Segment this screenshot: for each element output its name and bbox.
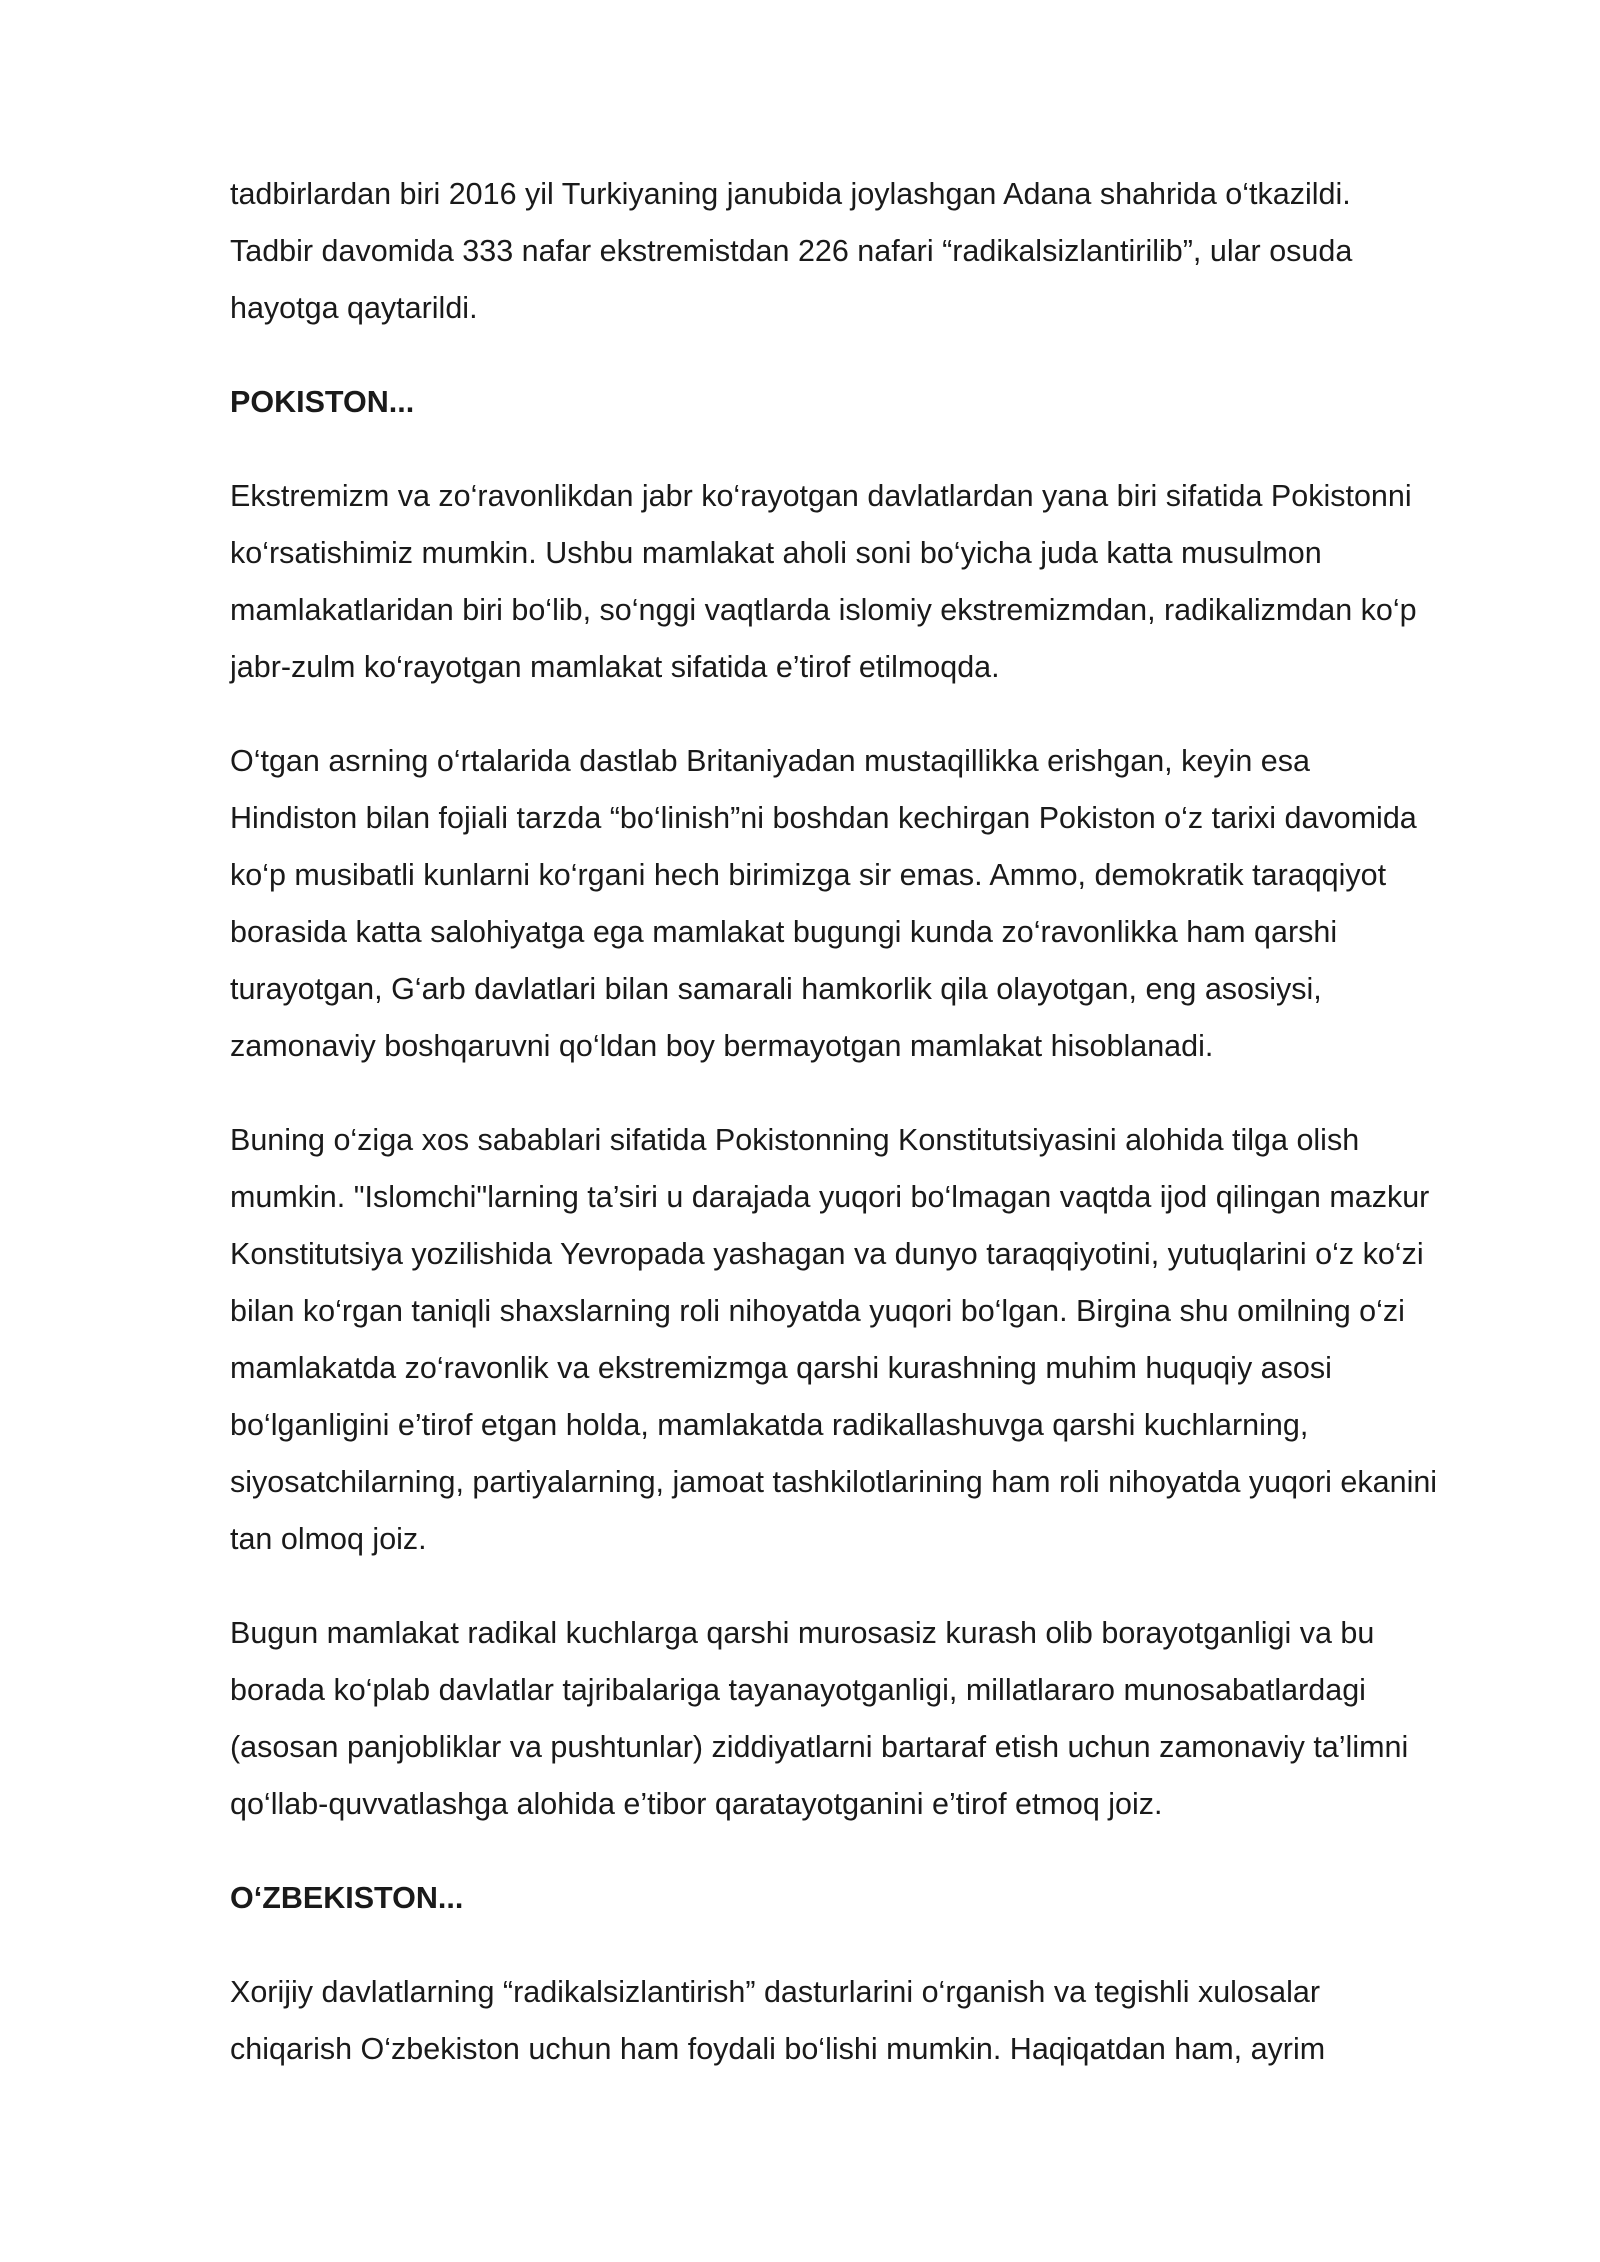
paragraph-line: bilan ko‘rgan taniqli shaxslarning roli nihoyatda yuqori bo‘lgan. Birgina shu omilning o‘zi xyxy=(230,1294,1405,1328)
paragraph-line: tadbirlardan biri 2016 yil Turkiyaning janubida joylashgan Adana shahrida o‘tkazildi. xyxy=(230,177,1351,211)
paragraph xyxy=(230,1964,1500,2078)
paragraph xyxy=(230,166,1500,337)
paragraph-line: Hindiston bilan fojiali tarzda “bo‘linish”ni boshdan kechirgan Pokiston o‘z tarixi davomida xyxy=(230,801,1417,835)
paragraph-line: (asosan panjobliklar va pushtunlar) ziddiyatlarni bartaraf etish uchun zamonaviy ta’limni xyxy=(230,1730,1409,1764)
paragraph-line: Ekstremizm va zo‘ravonlikdan jabr ko‘rayotgan davlatlardan yana biri sifatida Pokistonni xyxy=(230,479,1412,513)
section-heading: POKISTON... xyxy=(230,385,415,419)
paragraph-line: bo‘lganligini e’tirof etgan holda, mamlakatda radikallashuvga qarshi kuchlarning, xyxy=(230,1408,1309,1442)
paragraph xyxy=(230,733,1500,1075)
paragraph-line: chiqarish O‘zbekiston uchun ham foydali bo‘lishi mumkin. Haqiqatdan ham, ayrim xyxy=(230,2032,1326,2066)
paragraph xyxy=(230,468,1500,696)
paragraph-line: Bugun mamlakat radikal kuchlarga qarshi murosasiz kurash olib borayotganligi va bu xyxy=(230,1616,1375,1650)
section-heading: O‘ZBEKISTON... xyxy=(230,1881,464,1915)
paragraph-line: hayotga qaytarildi. xyxy=(230,291,478,325)
paragraph xyxy=(230,1605,1500,1833)
document-page xyxy=(230,166,1500,2115)
paragraph-line: Konstitutsiya yozilishida Yevropada yashagan va dunyo taraqqiyotini, yutuqlarini o‘z ko‘zi xyxy=(230,1237,1424,1271)
paragraph-line: jabr-zulm ko‘rayotgan mamlakat sifatida e’tirof etilmoqda. xyxy=(230,650,1000,684)
paragraph-line: ko‘p musibatli kunlarni ko‘rgani hech birimizga sir emas. Ammo, demokratik taraqqiyot xyxy=(230,858,1387,892)
paragraph-line: O‘tgan asrning o‘rtalarida dastlab Britaniyadan mustaqillikka erishgan, keyin esa xyxy=(230,744,1310,778)
paragraph-line: qo‘llab-quvvatlashga alohida e’tibor qaratayotganini e’tirof etmoq joiz. xyxy=(230,1787,1163,1821)
paragraph-line: tan olmoq joiz. xyxy=(230,1522,427,1556)
paragraph-line: mumkin. "Islomchi"larning ta’siri u darajada yuqori bo‘lmagan vaqtda ijod qilingan mazkur xyxy=(230,1180,1430,1214)
paragraph-line: Xorijiy davlatlarning “radikalsizlantirish” dasturlarini o‘rganish va tegishli xulosalar xyxy=(230,1975,1321,2009)
paragraph-line: borada ko‘plab davlatlar tajribalariga tayanayotganligi, millatlararo munosabatlardagi xyxy=(230,1673,1366,1707)
paragraph xyxy=(230,1112,1500,1568)
paragraph-line: zamonaviy boshqaruvni qo‘ldan boy bermayotgan mamlakat hisoblanadi. xyxy=(230,1029,1214,1063)
paragraph-line: mamlakatlaridan biri bo‘lib, so‘nggi vaqtlarda islomiy ekstremizmdan, radikalizmdan ko‘p xyxy=(230,593,1417,627)
paragraph-line: siyosatchilarning, partiyalarning, jamoat tashkilotlarining ham roli nihoyatda yuqori ekanini xyxy=(230,1465,1438,1499)
paragraph-line: Buning o‘ziga xos sabablari sifatida Pokistonning Konstitutsiyasini alohida tilga olish xyxy=(230,1123,1360,1157)
paragraph-line: mamlakatda zo‘ravonlik va ekstremizmga qarshi kurashning muhim huquqiy asosi xyxy=(230,1351,1332,1385)
paragraph-line: turayotgan, G‘arb davlatlari bilan samarali hamkorlik qila olayotgan, eng asosiysi, xyxy=(230,972,1322,1006)
paragraph-line: Tadbir davomida 333 nafar ekstremistdan 226 nafari “radikalsizlantirilib”, ular osuda xyxy=(230,234,1353,268)
paragraph-line: borasida katta salohiyatga ega mamlakat bugungi kunda zo‘ravonlikka ham qarshi xyxy=(230,915,1338,949)
paragraph-line: ko‘rsatishimiz mumkin. Ushbu mamlakat aholi soni bo‘yicha juda katta musulmon xyxy=(230,536,1322,570)
